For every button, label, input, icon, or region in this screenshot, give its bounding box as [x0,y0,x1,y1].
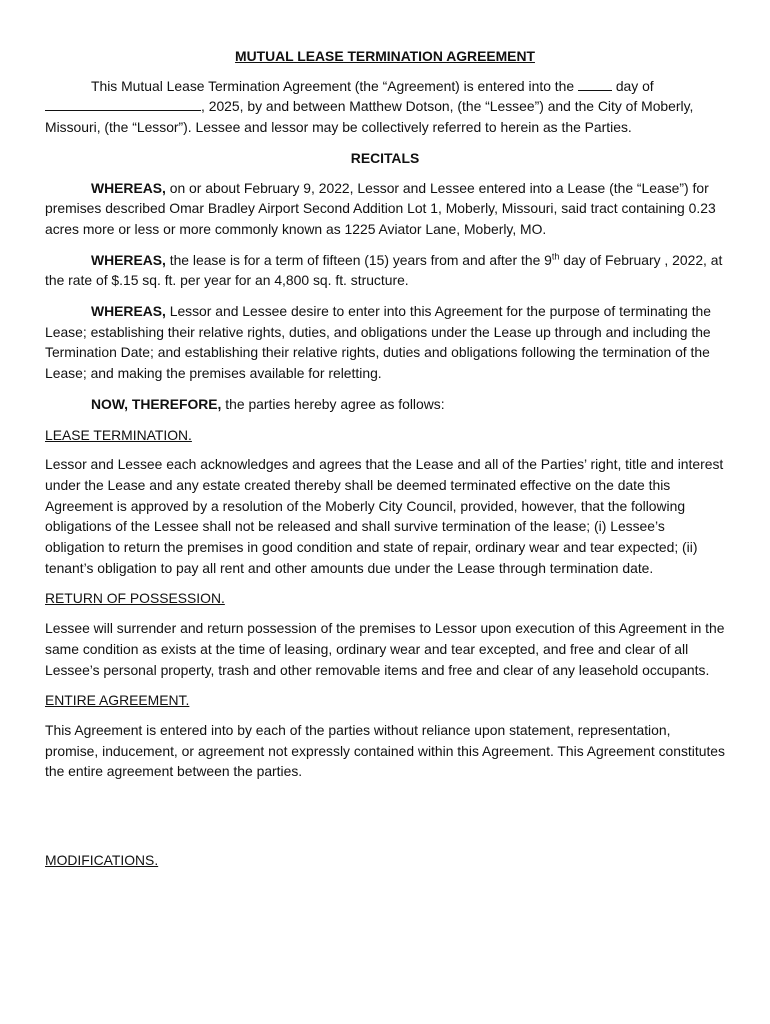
whereas-paragraph-3 [45,301,725,384]
document-title: MUTUAL LEASE TERMINATION AGREEMENT [235,48,535,64]
document-page [45,46,725,880]
month-blank [45,98,201,111]
whereas-text: Lessor and Lessee desire to enter into this Agreement for the purpose of terminating the Lease; establishing their relative rights, duties, and obligations under the Lease up through and including the Termination Date; and establishing their relative rights, duties and obligations following the termination of the Lease; and making the premises available for reletting. [45,303,712,382]
whereas-paragraph-2 [45,250,725,291]
section-heading-return-of-possession: RETURN OF POSSESSION. [45,590,225,607]
ordinal-suffix: th [551,251,560,261]
whereas-lead: WHEREAS, [91,179,166,196]
whereas-text: the lease is for a term of fifteen (15) years from and after the 9 [165,251,552,268]
intro-text-3: , 2025, by and between Matthew Dotson, (the “Lessee”) and the City of Moberly, Missouri, (the “Lessor”). Lessee and lessor may be collectively referred to herein as the Parties. [45,98,694,136]
intro-text-1: This Mutual Lease Termination Agreement (the “Agreement) is entered into the [91,77,575,94]
now-therefore-text: the parties hereby agree as follows: [221,395,445,412]
section-heading-lease-termination: LEASE TERMINATION. [45,426,192,443]
whereas-text-cont: day of February , 2022, at the rate of $.15 sq. ft. per year for an 4,800 sq. ft. structure. [45,251,723,289]
section-heading-modifications: MODIFICATIONS. [45,852,159,869]
now-therefore-lead: NOW, THEREFORE, [91,395,222,412]
section-body-entire-agreement: This Agreement is entered into by each of the parties without reliance upon statement, representation, promise, inducement, or agreement not expressly contained within this Agreement. This Agreement constitutes the entire agreement between the parties. [45,721,725,780]
whereas-paragraph-1 [45,178,725,240]
section-body-return-of-possession: Lessee will surrender and return possession of the premises to Lessor upon execution of this Agreement in the same condition as exists at the time of leasing, ordinary wear and tear excepted, and free and clear of all Lessee’s personal property, trash and other removable items and free and clear of any leasehold occupants. [45,620,725,678]
section-heading-entire-agreement: ENTIRE AGREEMENT. [45,692,190,709]
intro-text-2: day of [615,77,654,94]
intro-paragraph [45,76,725,138]
page-spacer [45,792,725,850]
day-blank [578,78,612,91]
now-therefore-paragraph [45,394,725,415]
section-body-lease-termination: Lessor and Lessee each acknowledges and agrees that the Lease and all of the Parties’ right, title and interest under the Lease and any estate created thereby shall be deemed terminated effective on the date this Agreement is approved by a resolution of the Moberly City Council, provided, however, that the following obligations of the Lessee shall not be released and shall survive termination of the lease; (i) Lessee’s obligation to return the premises in good condition and state of repair, ordinary wear and tear expected; (ii) tenant’s obligation to pay all rent and other amounts due under the Lease through termination date. [45,456,724,576]
whereas-text: on or about February 9, 2022, Lessor and Lessee entered into a Lease (the “Lease”) for premises described Omar Bradley Airport Second Addition Lot 1, Moberly, Missouri, said tract containing 0.23 acres more or less or more commonly known as 1225 Aviator Lane, Moberly, MO. [45,179,716,237]
whereas-lead: WHEREAS, [91,251,166,268]
recitals-heading: RECITALS [350,149,420,166]
whereas-lead: WHEREAS, [91,303,166,320]
